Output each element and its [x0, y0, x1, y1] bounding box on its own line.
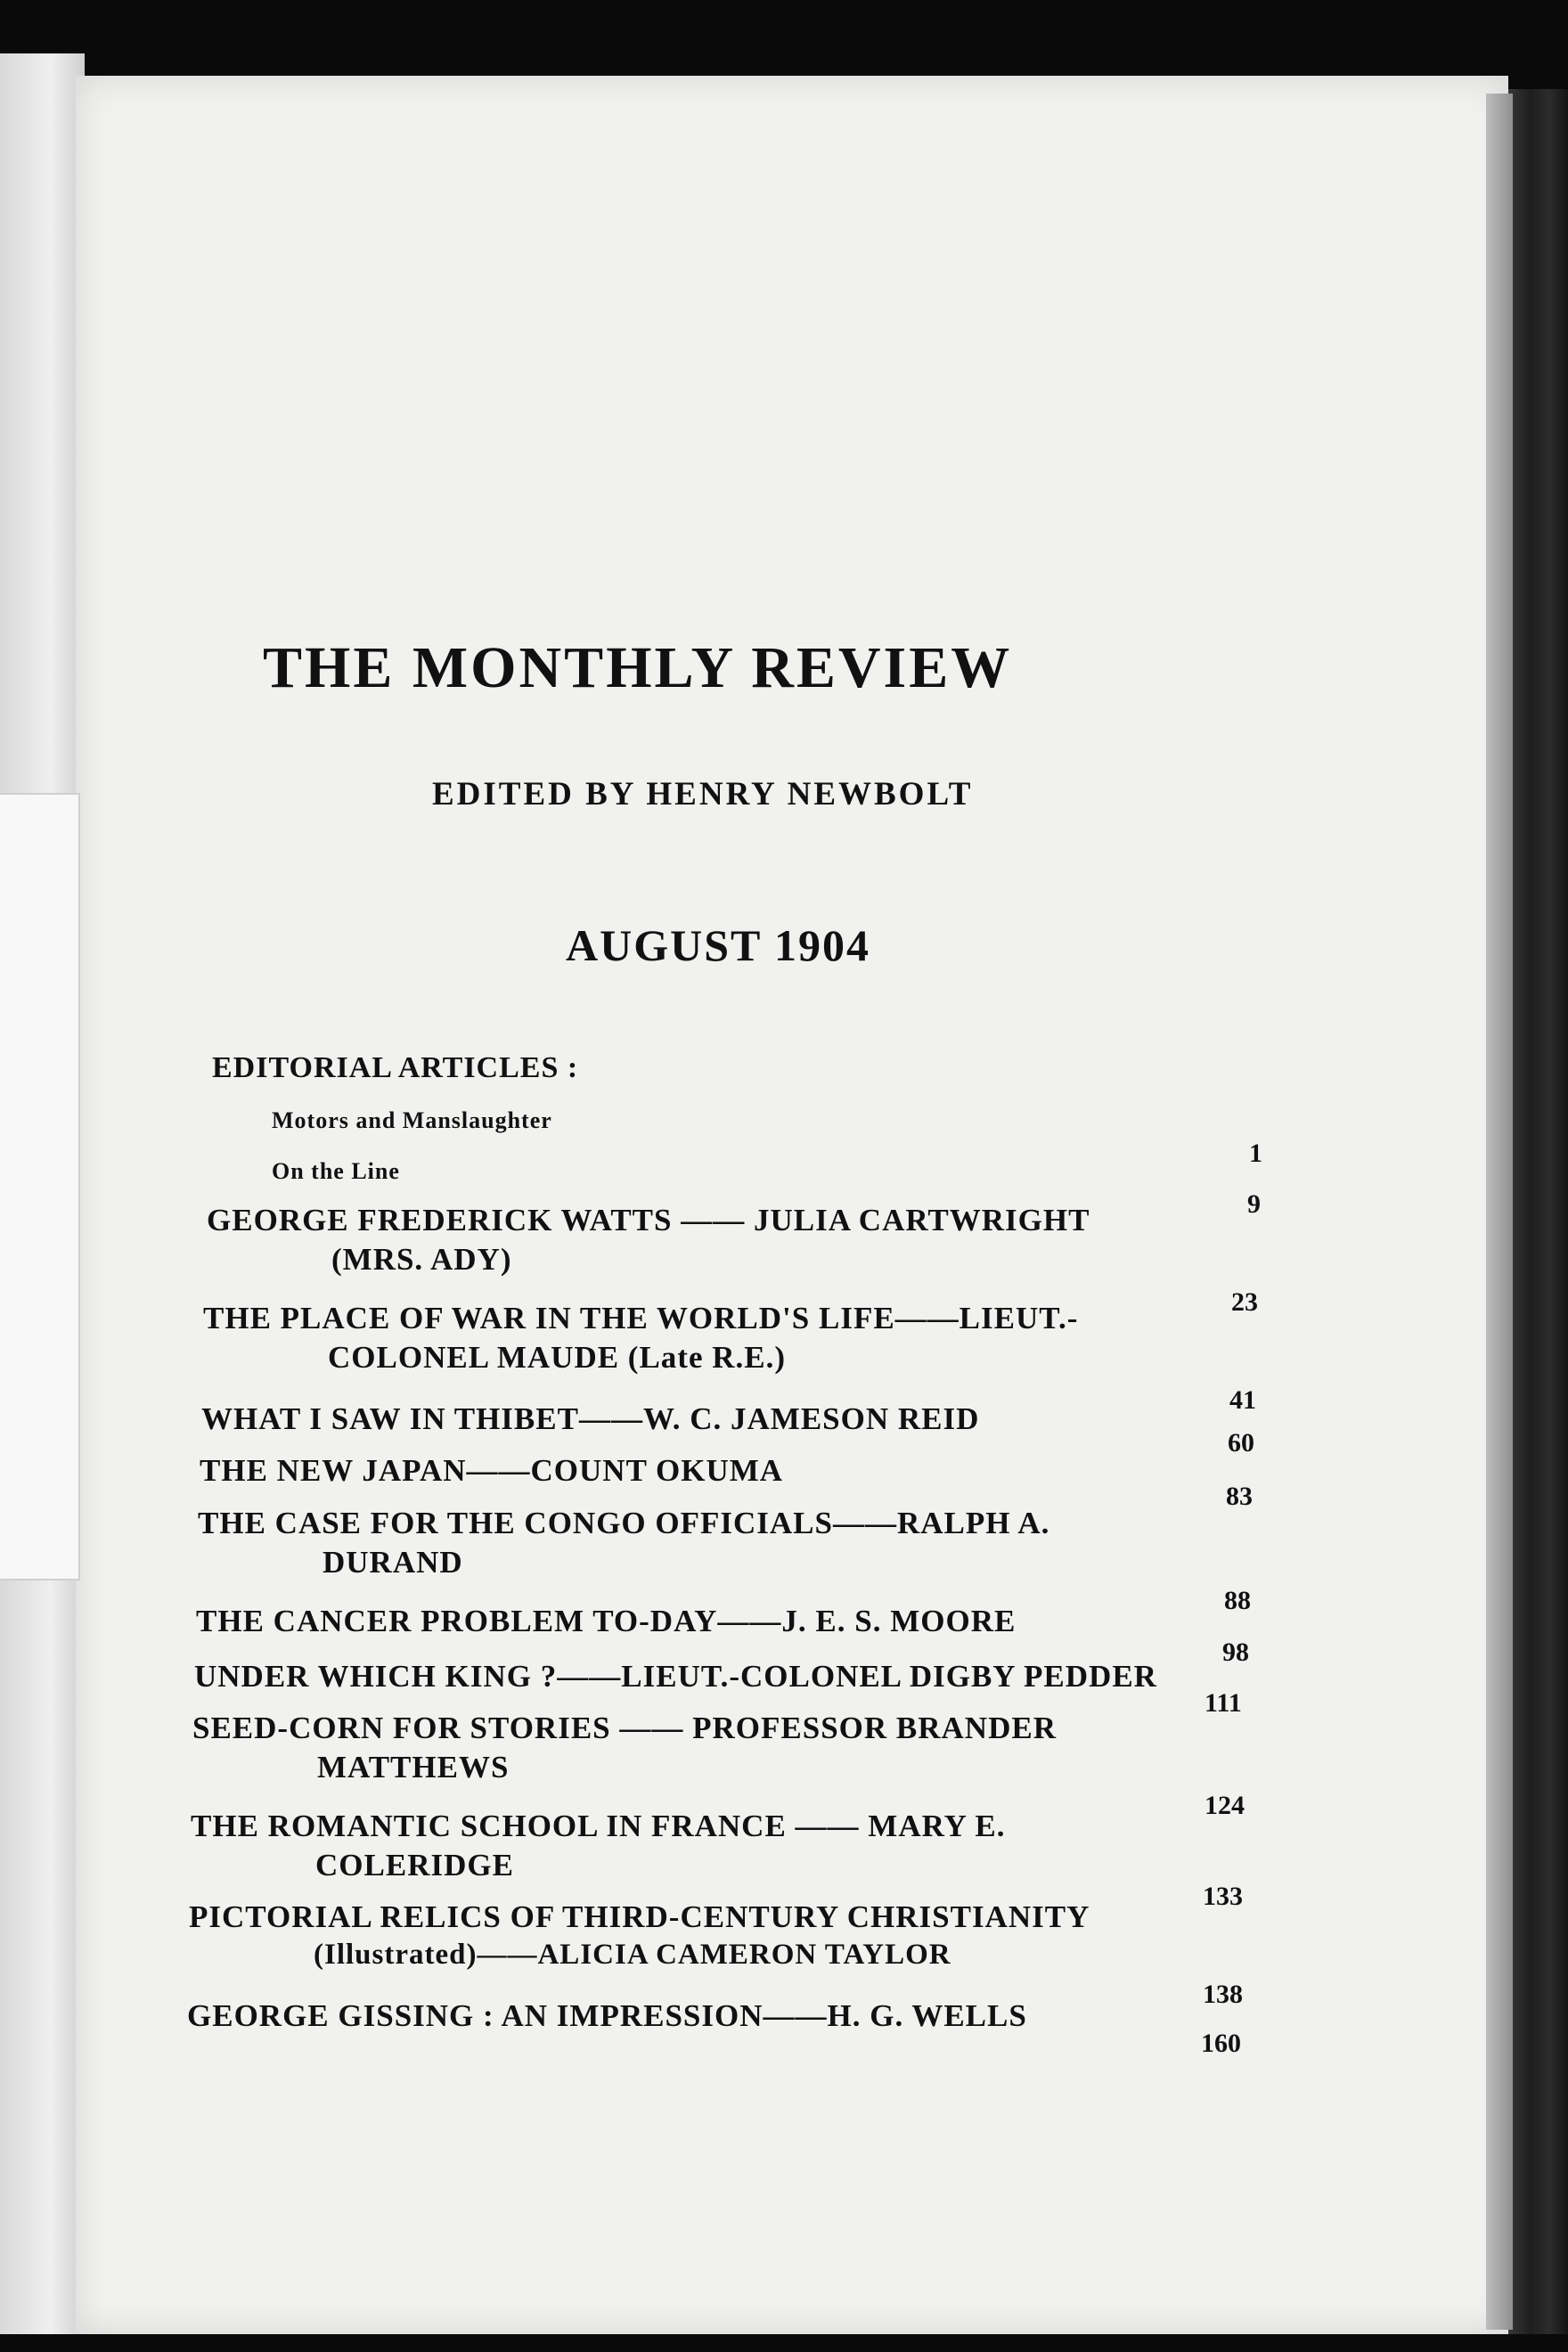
toc-entry-line1: THE CANCER PROBLEM TO-DAY——J. E. S. MOORE — [196, 1604, 1017, 1638]
toc-entry — [207, 1203, 1090, 1278]
toc-entry-line2: DURAND — [323, 1545, 463, 1580]
page-number: 9 — [1247, 1189, 1261, 1219]
page-number: 41 — [1229, 1385, 1256, 1415]
page-number: 98 — [1222, 1637, 1249, 1667]
page-number: 124 — [1205, 1791, 1245, 1820]
toc-entry — [198, 1506, 1049, 1580]
toc-entry — [194, 1659, 1157, 1695]
page-number: 1 — [1249, 1139, 1262, 1168]
toc-entry-line1: GEORGE FREDERICK WATTS —— JULIA CARTWRIGHT — [207, 1203, 1090, 1237]
toc-entry-line1: THE ROMANTIC SCHOOL IN FRANCE —— MARY E. — [191, 1809, 1006, 1843]
page-number: 160 — [1201, 2029, 1241, 2058]
issue-date: AUGUST 1904 — [566, 920, 870, 970]
toc-entry-line1: SEED-CORN FOR STORIES —— PROFESSOR BRANDER — [192, 1711, 1057, 1745]
toc-entry-line1: THE CASE FOR THE CONGO OFFICIALS——RALPH A. — [198, 1506, 1050, 1540]
page-number: 133 — [1203, 1882, 1243, 1911]
toc-entry-line1: UNDER WHICH KING ?——LIEUT.-COLONEL DIGBY PEDDER — [194, 1659, 1157, 1694]
editorial-item: Motors and Manslaughter — [272, 1107, 552, 1133]
editorial-item: On the Line — [272, 1158, 400, 1184]
toc-entry-line2: COLERIDGE — [315, 1848, 514, 1882]
toc-entry — [191, 1809, 1005, 1883]
toc-entry-line2: (Illustrated)——ALICIA CAMERON TAYLOR — [314, 1939, 951, 1971]
page-number: 83 — [1226, 1482, 1253, 1511]
page-number: 138 — [1203, 1980, 1243, 2009]
toc-entry-line1: WHAT I SAW IN THIBET——W. C. JAMESON REID — [201, 1401, 980, 1436]
toc-entry-line1: THE NEW JAPAN——COUNT OKUMA — [200, 1453, 784, 1488]
page-number: 88 — [1224, 1586, 1251, 1615]
toc-entry-line2: MATTHEWS — [317, 1750, 510, 1784]
magazine-title: THE MONTHLY REVIEW — [263, 635, 1013, 700]
toc-entry-line1: GEORGE GISSING : AN IMPRESSION——H. G. WELLS — [187, 1998, 1027, 2033]
toc-entry-line1: THE PLACE OF WAR IN THE WORLD'S LIFE——LIEUT.- — [203, 1301, 1079, 1335]
toc-entry — [192, 1711, 1057, 1785]
toc-entry-line2: COLONEL MAUDE (Late R.E.) — [328, 1340, 787, 1375]
toc-entry — [187, 1998, 1027, 2034]
page-number: 60 — [1228, 1428, 1254, 1458]
toc-entry — [200, 1453, 783, 1489]
page-number: 111 — [1205, 1688, 1242, 1718]
toc-entry-line1: PICTORIAL RELICS OF THIRD-CENTURY CHRISTIANITY — [189, 1899, 1090, 1934]
page-number: 23 — [1231, 1287, 1258, 1317]
section-heading: EDITORIAL ARTICLES : — [212, 1051, 579, 1084]
editor-line: EDITED BY HENRY NEWBOLT — [432, 776, 974, 813]
toc-entry — [196, 1604, 1016, 1639]
toc-entry — [201, 1401, 979, 1437]
toc-entry — [203, 1301, 1078, 1376]
toc-entry-line2: (MRS. ADY) — [331, 1242, 512, 1277]
toc-entry — [189, 1899, 1090, 1972]
